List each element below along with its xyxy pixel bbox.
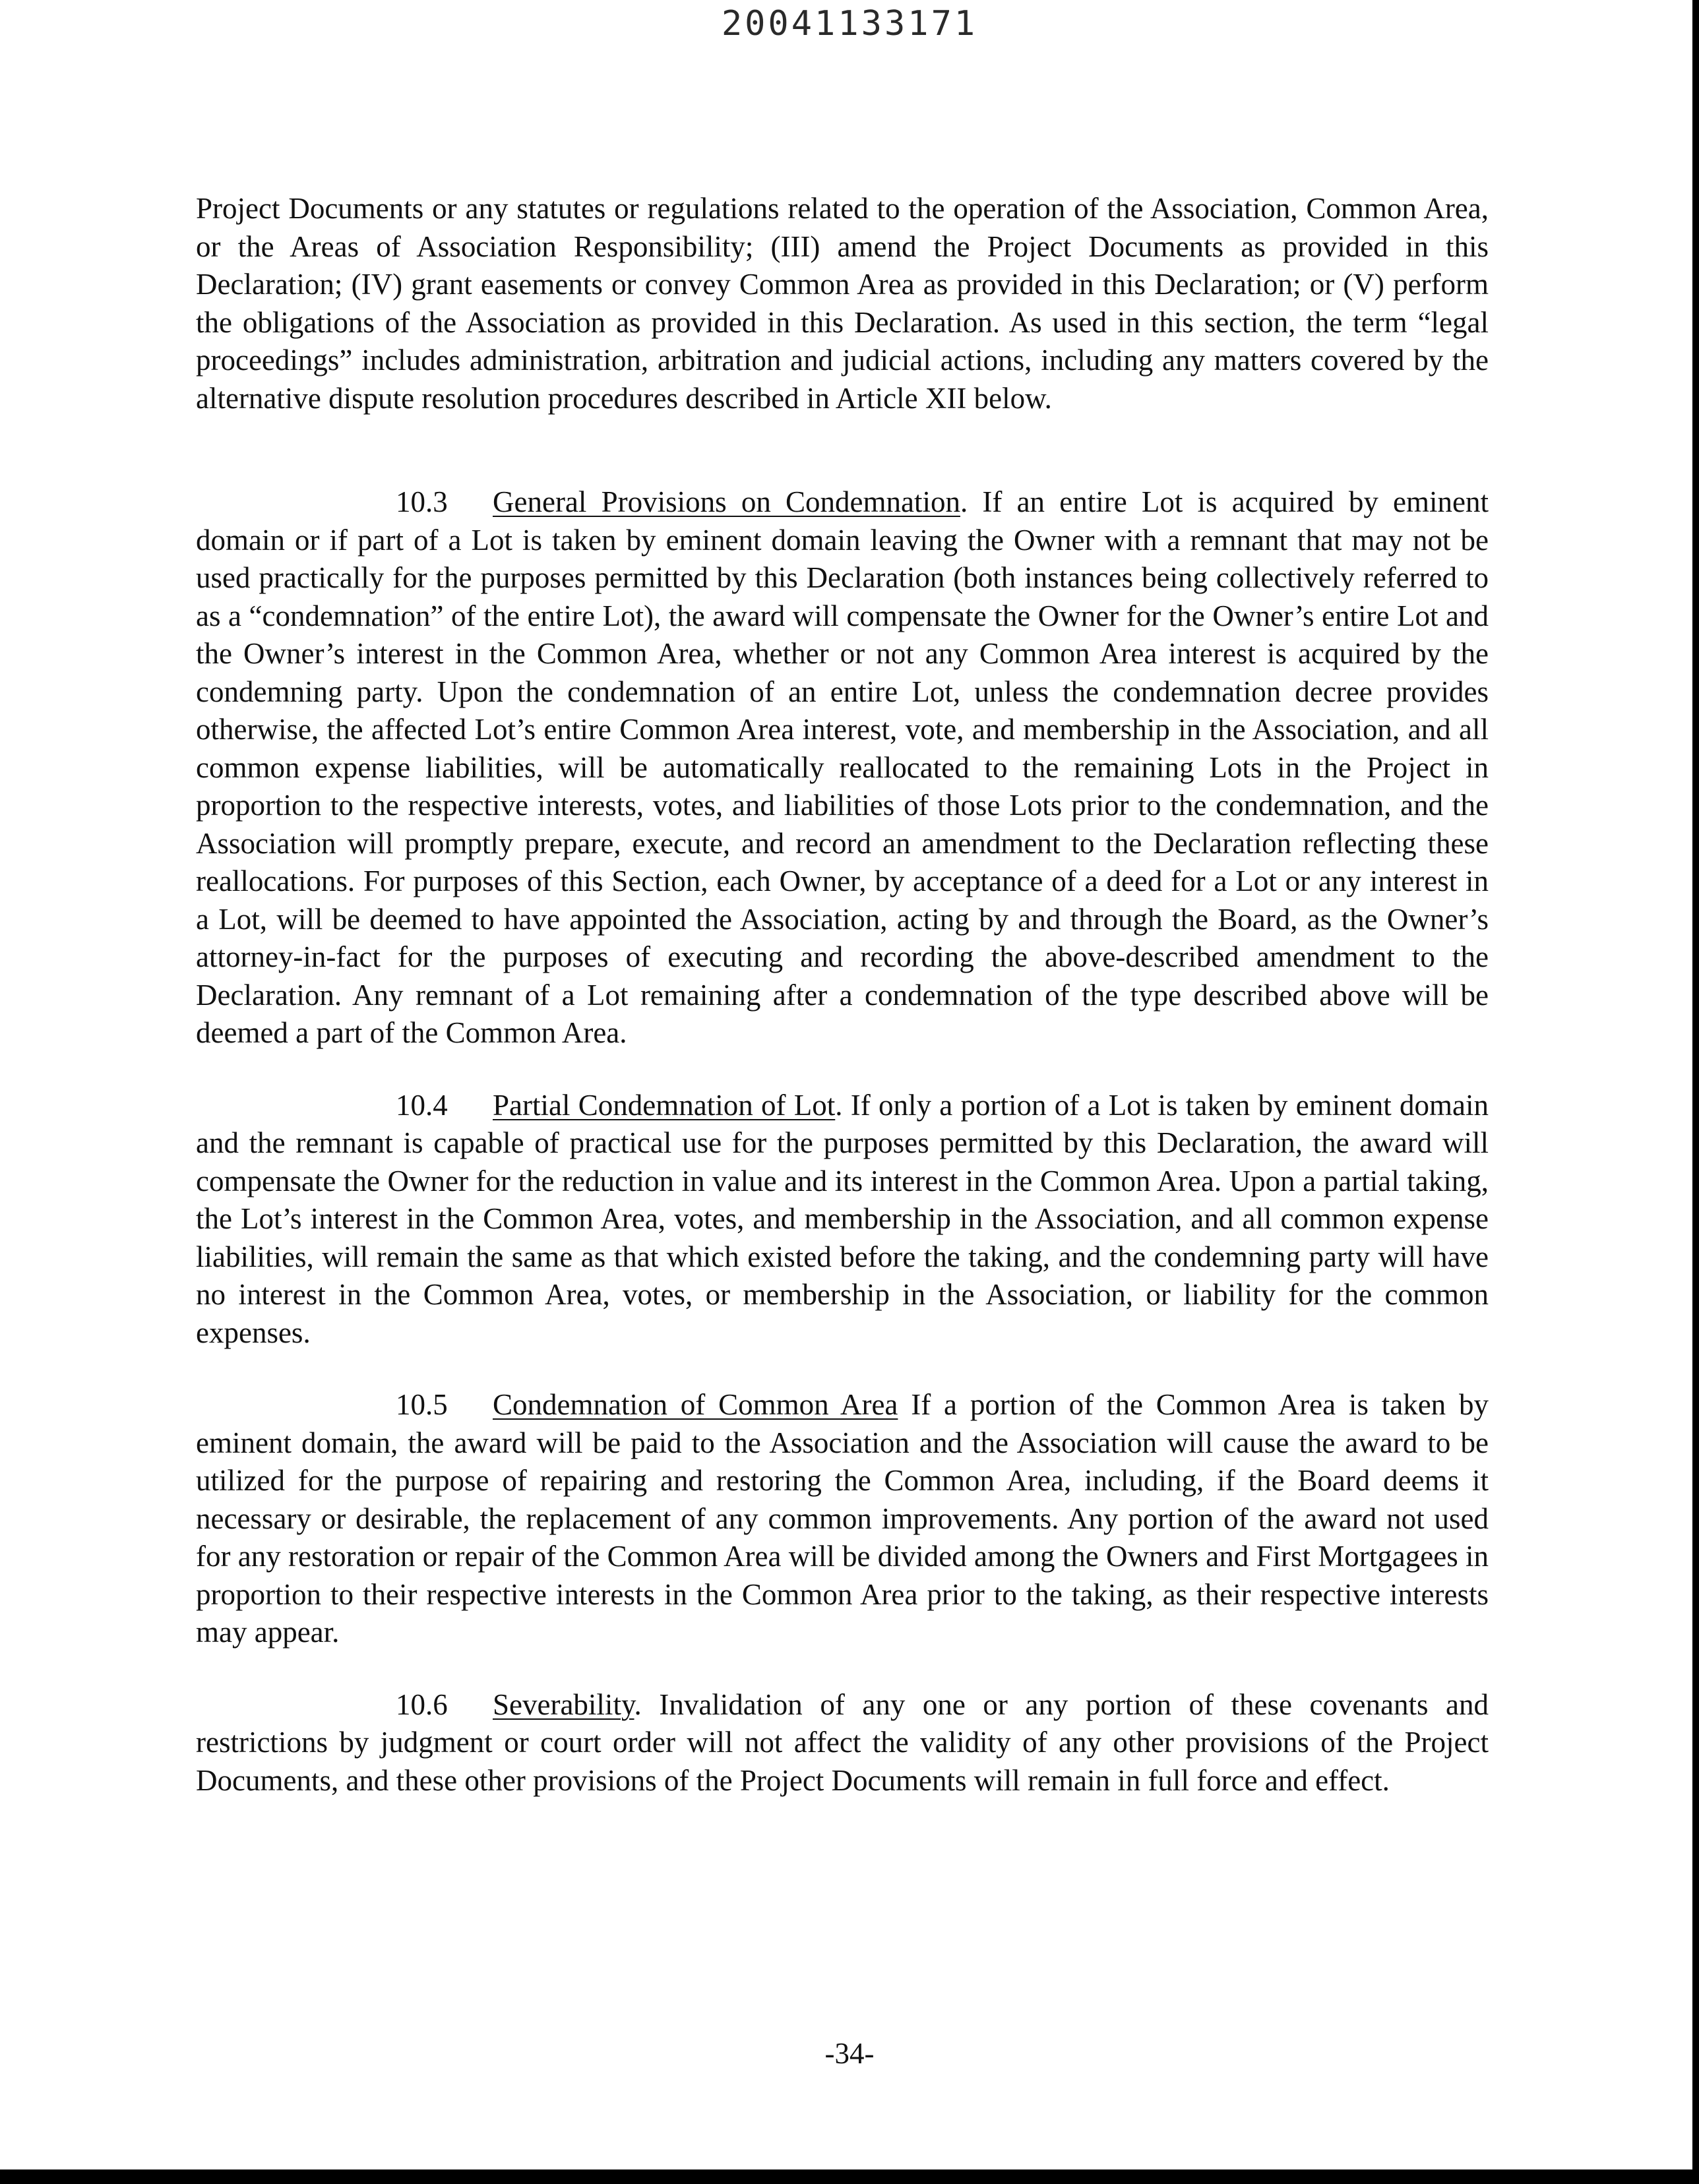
- section-number: 10.3: [396, 485, 448, 518]
- section-heading: Partial Condemnation of Lot: [493, 1088, 836, 1122]
- section-number: 10.6: [396, 1687, 448, 1721]
- section-10-6: [196, 1686, 1489, 1800]
- heading-punctuation: .: [960, 485, 968, 518]
- heading-punctuation: .: [835, 1088, 843, 1122]
- section-body: If only a portion of a Lot is taken by eminent domain and the remnant is capable of practical use for the purposes permitted by this Declaration, the award will compensate the Owner for the reduction in value and its interest in the Common Area. Upon a partial taking, the Lot’s interest in the Common Area, votes, and membership in the Association, and all common expense liabilities, will remain the same as that which existed before the taking, and the condemning party will have no interest in the Common Area, votes, or membership in the Association, or liability for the common expenses.: [196, 1088, 1489, 1349]
- section-body: If a portion of the Common Area is taken by eminent domain, the award will be paid to the Association and the Association will cause the award to be utilized for the purpose of repairing and restoring the Common Area, including, if the Board deems it necessary or desirable, the replacement of any common improvements. Any portion of the award not used for any restoration or repair of the Common Area will be divided among the Owners and First Mortgagees in proportion to their respective interests in the Common Area prior to the taking, as their respective interests may appear.: [196, 1388, 1489, 1649]
- document-number: 20041133171: [721, 4, 978, 44]
- section-heading: Severability: [493, 1687, 634, 1721]
- section-10-5: [196, 1386, 1489, 1652]
- heading-punctuation: .: [634, 1687, 642, 1721]
- section-10-4: [196, 1087, 1489, 1352]
- section-10-3: [196, 483, 1489, 1052]
- section-body: Invalidation of any one or any portion of these covenants and restrictions by judgment or court order will not affect the validity of any other provisions of the Project Documents, and these other provisions of the Project Documents will remain in full force and effect.: [196, 1687, 1489, 1797]
- section-number: 10.5: [396, 1388, 448, 1421]
- section-body: If an entire Lot is acquired by eminent domain or if part of a Lot is taken by eminent domain leaving the Owner with a remnant that may not be used practically for the purposes permitted by this Declaration (both instances being collectively referred to as a “condemnation” of the entire Lot), the award will compensate the Owner for the Owner’s entire Lot and the Owner’s interest in the Common Area, whether or not any Common Area interest is acquired by the condemning party. Upon the condemnation of an entire Lot, unless the condemnation decree provides otherwise, the affected Lot’s entire Common Area interest, vote, and membership in the Association, and all common expense liabilities, will be automatically reallocated to the remaining Lots in the Project in proportion to the respective interests, votes, and liabilities of those Lots prior to the condemnation, and the Association will promptly prepare, execute, and record an amendment to the Declaration reflecting these reallocations. For purposes of this Section, each Owner, by acceptance of a deed for a Lot or any interest in a Lot, will be deemed to have appointed the Association, acting by and through the Board, as the Owner’s attorney-in-fact for the purposes of executing and recording the above-described amendment to the Declaration. Any remnant of a Lot remaining after a condemnation of the type described above will be deemed a part of the Common Area.: [196, 485, 1489, 1049]
- section-number: 10.4: [396, 1088, 448, 1122]
- page-number: -34-: [824, 2037, 875, 2070]
- intro-paragraph: Project Documents or any statutes or regulations related to the operation of the Association, Common Area, or the Areas of Association Responsibility; (III) amend the Project Documents as provided in this Declaration; (IV) grant easements or convey Common Area as provided in this Declaration; or (V) perform the obligations of the Association as provided in this Declaration. As used in this section, the term “legal proceedings” includes administration, arbitration and judicial actions, including any matters covered by the alternative dispute resolution procedures described in Article XII below.: [196, 192, 1489, 415]
- page-body: [196, 190, 1489, 1800]
- section-heading: Condemnation of Common Area: [493, 1388, 898, 1421]
- section-heading: General Provisions on Condemnation: [493, 485, 960, 518]
